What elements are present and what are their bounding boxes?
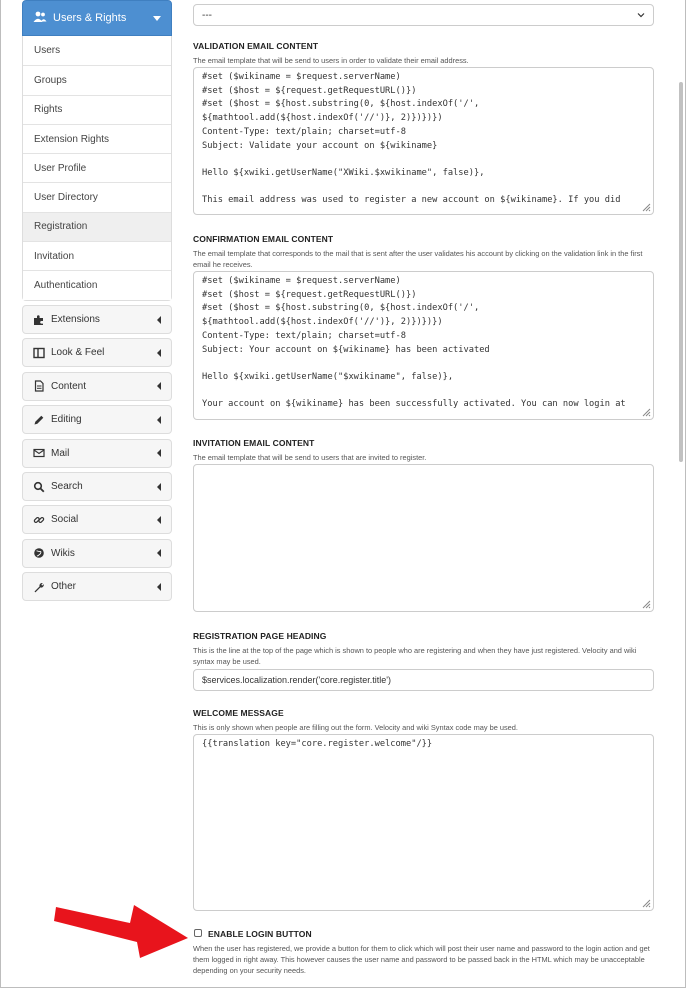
sidebar-section-label: Users & Rights [53,12,127,24]
sidebar-group-label: Content [51,380,87,392]
wrench-icon [33,581,45,593]
users-icon [33,11,47,25]
confirmation-email-title: CONFIRMATION EMAIL CONTENT [193,234,334,244]
sidebar-section-users-rights[interactable] [22,0,172,36]
sidebar-item-label: Groups [34,74,67,86]
sidebar-group-content[interactable] [22,372,172,401]
select-value: --- [202,9,212,21]
welcome-message-hint: This is only shown when people are filling out the form. Velocity and wiki Syntax code may be used. [193,723,518,732]
caret-left-icon [157,316,161,324]
sidebar-item-registration[interactable] [23,212,171,241]
sidebar-sub-list [22,36,172,301]
search-icon [33,481,45,493]
sidebar-group-wikis[interactable] [22,539,172,568]
validation-email-content: #set ($wikiname = $request.serverName) #set ($host = ${request.getRequestURL()}) #set ($host = ${host.substring(0, ${host.indexOf('/', ${mathtool.add(${host.indexOf('//')}, 2)})})}) Content-Type: text/plain; charset=utf-8 Subject: Validate your account on ${wikiname} Hello ${xwiki.getUserName("XWiki.$xwikiname", false)}, This email address was used to register a new account on ${wikiname}. If you did [202,72,621,206]
sidebar-group-label: Extensions [51,314,100,326]
confirmation-email-textarea[interactable] [193,271,654,420]
puzzle-icon [33,314,45,326]
sidebar-group-look-feel[interactable] [22,338,172,367]
sidebar-item-invitation[interactable] [23,241,171,270]
sidebar-item-authentication[interactable] [23,270,171,299]
caret-left-icon [157,516,161,524]
link-icon [33,514,45,526]
enable-login-button-hint: When the user has registered, we provide a button for them to click which will post their user name and password to the login action and get them logged in right away. This however causes the user name and password to be passed back in the HTML which may be unacceptable depending on your security needs. [193,944,650,975]
top-select[interactable] [193,4,654,26]
sidebar-item-label: Extension Rights [34,133,110,145]
caret-left-icon [157,449,161,457]
globe-icon [33,547,45,559]
welcome-message-textarea[interactable] [193,734,654,911]
validation-email-hint: The email template that will be send to users in order to validate their email address. [193,56,469,65]
sidebar-group-label: Social [51,514,79,526]
sidebar-item-user-directory[interactable] [23,182,171,211]
sidebar-group-label: Look & Feel [51,347,105,359]
pencil-icon [33,414,45,426]
sidebar-group-mail[interactable] [22,439,172,468]
caret-left-icon [157,349,161,357]
registration-heading-input[interactable] [193,669,654,691]
confirmation-email-hint: The email template that corresponds to the mail that is sent after the user validates his account by clicking on the validation link in the first email he receives. [193,249,643,269]
sidebar-item-rights[interactable] [23,95,171,124]
caret-left-icon [157,483,161,491]
caret-left-icon [157,583,161,591]
resize-grip-icon[interactable] [641,599,651,609]
columns-icon [33,347,45,359]
red-arrow-annotation [54,896,190,960]
sidebar-item-label: Authentication [34,280,98,292]
invitation-email-hint: The email template that will be send to users that are invited to register. [193,453,427,462]
sidebar-item-label: User Directory [34,192,98,204]
document-icon [33,380,45,392]
validation-email-textarea[interactable] [193,67,654,215]
sidebar-group-social[interactable] [22,505,172,534]
registration-heading-value: $services.localization.render('core.register.title') [202,675,392,685]
chevron-down-icon [637,11,645,19]
sidebar-group-search[interactable] [22,472,172,501]
sidebar-item-label: Users [34,45,61,57]
resize-grip-icon[interactable] [641,202,651,212]
sidebar-group-label: Other [51,581,77,593]
sidebar-item-label: Rights [34,104,63,116]
sidebar-group-label: Wikis [51,547,75,559]
resize-grip-icon[interactable] [641,407,651,417]
welcome-message-title: WELCOME MESSAGE [193,708,284,718]
caret-left-icon [157,382,161,390]
invitation-email-content [194,465,653,471]
invitation-email-title: INVITATION EMAIL CONTENT [193,438,315,448]
confirmation-email-content: #set ($wikiname = $request.serverName) #set ($host = ${request.getRequestURL()}) #set ($host = ${host.substring(0, ${host.indexOf('/', ${mathtool.add(${host.indexOf('//')}, 2)})})}) Content-Type: text/plain; charset=utf-8 Subject: Your account on ${wikiname} has been activated Hello ${xwiki.getUserName("$xwikiname", false)}, Your account on ${wikiname} has been successfully activated. You can now login at [202,276,626,410]
caret-left-icon [157,549,161,557]
sidebar-group-label: Editing [51,414,82,426]
enable-login-button-title[interactable]: ENABLE LOGIN BUTTON [208,929,312,939]
sidebar-group-label: Search [51,481,83,493]
sidebar-group-extensions[interactable] [22,305,172,334]
enable-login-button-checkbox[interactable] [194,929,202,937]
sidebar-item-users[interactable] [23,36,171,65]
sidebar-group-label: Mail [51,447,70,459]
validation-email-title: VALIDATION EMAIL CONTENT [193,41,319,51]
sidebar-group-other[interactable] [22,572,172,601]
sidebar-group-editing[interactable] [22,405,172,434]
sidebar-item-groups[interactable] [23,65,171,94]
invitation-email-textarea[interactable] [193,464,654,612]
admin-sidebar [22,0,172,601]
page-scrollbar-thumb[interactable] [679,82,683,462]
caret-left-icon [157,416,161,424]
registration-heading-hint: This is the line at the top of the page which is shown to people who are registering and when they have just registered. Velocity and wiki syntax may be used. [193,646,637,666]
sidebar-item-label: Invitation [34,250,75,262]
sidebar-item-label: Registration [34,221,88,233]
welcome-message-content: {{translation key="core.register.welcome"/}} [202,739,433,749]
sidebar-item-label: User Profile [34,162,87,174]
resize-grip-icon[interactable] [641,898,651,908]
chevron-down-icon [153,16,161,21]
sidebar-item-user-profile[interactable] [23,153,171,182]
sidebar-item-extension-rights[interactable] [23,124,171,153]
registration-heading-title: REGISTRATION PAGE HEADING [193,631,327,641]
envelope-icon [33,447,45,459]
